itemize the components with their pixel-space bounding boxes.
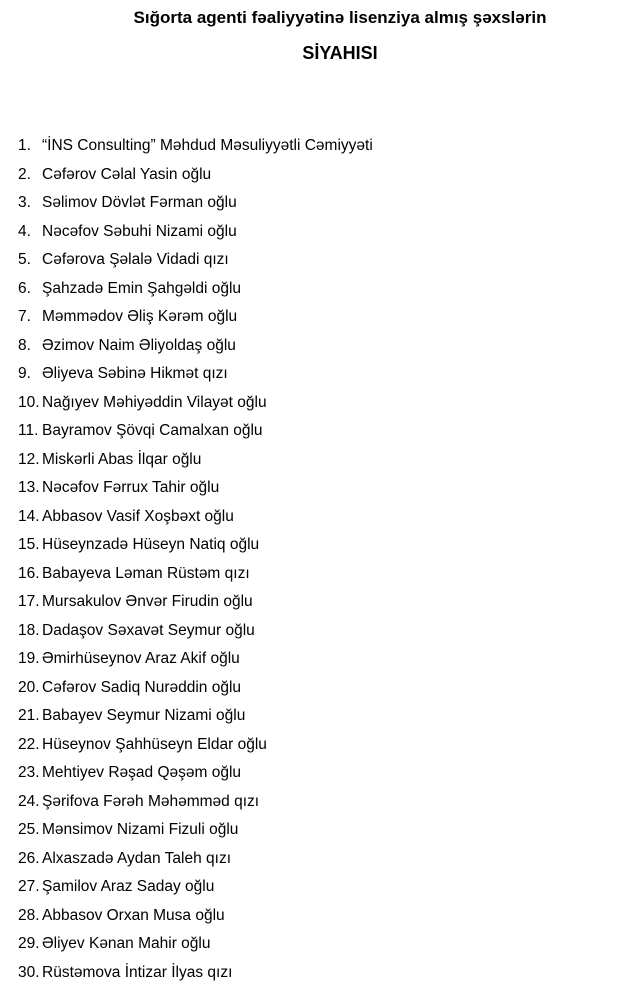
list-item (18, 161, 373, 190)
list-item-name: Məmmədov Əliş Kərəm oğlu (42, 308, 237, 326)
list-item-number: 29. (18, 935, 42, 953)
list-item (18, 275, 373, 304)
list-item (18, 332, 373, 361)
list-item (18, 588, 373, 617)
list-item-number: 2. (18, 166, 42, 184)
list-item-name: Alxaszadə Aydan Taleh qızı (42, 850, 231, 868)
list-item-name: Cəfərova Şəlalə Vidadi qızı (42, 251, 229, 269)
list-item-name: Əliyev Kənan Mahir oğlu (42, 935, 210, 953)
list-item-name: Əmirhüseynov Araz Akif oğlu (42, 650, 240, 668)
list-item (18, 702, 373, 731)
list-item (18, 389, 373, 418)
list-item-number: 5. (18, 251, 42, 269)
list-item-name: Cəfərov Sadiq Nurəddin oğlu (42, 679, 241, 697)
list-item-name: Babayeva Ləman Rüstəm qızı (42, 565, 250, 583)
list-item-name: Şahzadə Emin Şahgəldi oğlu (42, 280, 241, 298)
list-item (18, 503, 373, 532)
list-item (18, 617, 373, 646)
license-holder-list (18, 132, 373, 987)
list-item (18, 759, 373, 788)
list-item-name: Mursakulov Ənvər Firudin oğlu (42, 593, 253, 611)
list-item (18, 132, 373, 161)
list-item-number: 3. (18, 194, 42, 212)
list-item-name: Şərifova Fərəh Məhəmməd qızı (42, 793, 259, 811)
list-item (18, 674, 373, 703)
list-item-number: 12. (18, 451, 42, 469)
list-item (18, 845, 373, 874)
list-item-name: Mənsimov Nizami Fizuli oğlu (42, 821, 238, 839)
list-item-number: 18. (18, 622, 42, 640)
list-item-name: Hüseynzadə Hüseyn Natiq oğlu (42, 536, 259, 554)
list-item (18, 218, 373, 247)
list-item (18, 816, 373, 845)
list-item-name: Abbasov Orxan Musa oğlu (42, 907, 225, 925)
list-item-number: 23. (18, 764, 42, 782)
list-item-number: 28. (18, 907, 42, 925)
list-item (18, 873, 373, 902)
list-item (18, 474, 373, 503)
list-item-number: 6. (18, 280, 42, 298)
list-item (18, 959, 373, 987)
document-title: Sığorta agenti fəaliyyətinə lisenziya almış şəxslərin (0, 8, 620, 28)
list-item-number: 17. (18, 593, 42, 611)
list-item (18, 246, 373, 275)
list-item-name: Mehtiyev Rəşad Qəşəm oğlu (42, 764, 241, 782)
list-item-name: Cəfərov Cəlal Yasin oğlu (42, 166, 211, 184)
list-item-number: 1. (18, 137, 42, 155)
list-item (18, 417, 373, 446)
list-item (18, 731, 373, 760)
list-item-name: Miskərli Abas İlqar oğlu (42, 451, 201, 469)
list-item-number: 15. (18, 536, 42, 554)
list-item-name: Bayramov Şövqi Camalxan oğlu (42, 422, 263, 440)
list-item-number: 21. (18, 707, 42, 725)
list-item-number: 11. (18, 422, 42, 440)
list-item-number: 20. (18, 679, 42, 697)
list-item-name: Nəcəfov Fərrux Tahir oğlu (42, 479, 219, 497)
list-item-name: Abbasov Vasif Xoşbəxt oğlu (42, 508, 234, 526)
list-item-name: Əzimov Naim Əliyoldaş oğlu (42, 337, 236, 355)
list-item-name: Rüstəmova İntizar İlyas qızı (42, 964, 232, 982)
list-item (18, 788, 373, 817)
list-item-number: 26. (18, 850, 42, 868)
list-item-number: 16. (18, 565, 42, 583)
list-item-number: 13. (18, 479, 42, 497)
list-item (18, 531, 373, 560)
list-item-number: 7. (18, 308, 42, 326)
list-item-number: 14. (18, 508, 42, 526)
list-item-name: Babayev Seymur Nizami oğlu (42, 707, 245, 725)
list-item (18, 560, 373, 589)
list-item-number: 24. (18, 793, 42, 811)
list-item (18, 446, 373, 475)
list-item-number: 10. (18, 394, 42, 412)
list-item-name: “İNS Consulting” Məhdud Məsuliyyətli Cəmiyyəti (42, 137, 373, 155)
list-item-name: Nağıyev Məhiyəddin Vilayət oğlu (42, 394, 267, 412)
list-item-number: 27. (18, 878, 42, 896)
list-item-name: Nəcəfov Səbuhi Nizami oğlu (42, 223, 237, 241)
list-item-name: Dadaşov Səxavət Seymur oğlu (42, 622, 255, 640)
list-item (18, 645, 373, 674)
list-item (18, 930, 373, 959)
list-item-name: Əliyeva Səbinə Hikmət qızı (42, 365, 228, 383)
list-item (18, 189, 373, 218)
list-item-number: 9. (18, 365, 42, 383)
list-item-name: Şamilov Araz Saday oğlu (42, 878, 214, 896)
list-item-number: 4. (18, 223, 42, 241)
list-item-number: 30. (18, 964, 42, 982)
list-item-name: Səlimov Dövlət Fərman oğlu (42, 194, 237, 212)
list-item-number: 8. (18, 337, 42, 355)
list-item (18, 360, 373, 389)
list-item-name: Hüseynov Şahhüseyn Eldar oğlu (42, 736, 267, 754)
list-item (18, 303, 373, 332)
list-item-number: 19. (18, 650, 42, 668)
list-item (18, 902, 373, 931)
document-subtitle: SİYAHISI (0, 42, 620, 64)
list-item-number: 22. (18, 736, 42, 754)
list-item-number: 25. (18, 821, 42, 839)
